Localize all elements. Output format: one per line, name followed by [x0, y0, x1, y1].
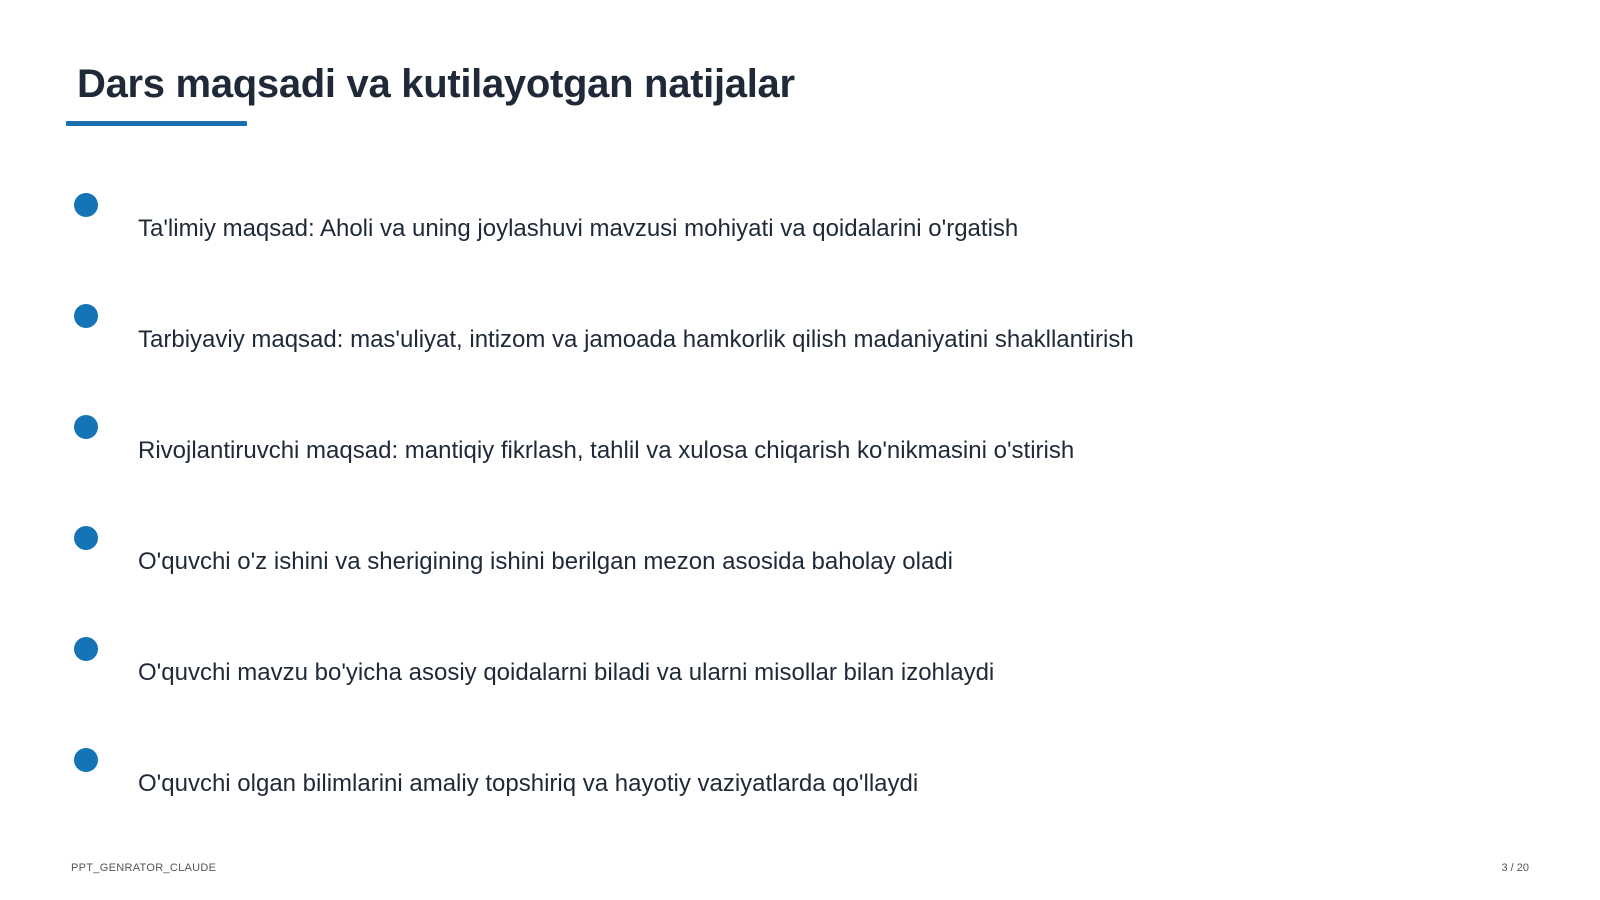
list-item: [0, 193, 1600, 253]
bullet-text: O'quvchi olgan bilimlarini amaliy topshiriq va hayotiy vaziyatlarda qo'llaydi: [138, 770, 919, 797]
list-item: [0, 415, 1600, 475]
bullet-dot-icon: [74, 304, 98, 328]
bullet-dot-icon: [74, 415, 98, 439]
bullet-text: Rivojlantiruvchi maqsad: mantiqiy fikrlash, tahlil va xulosa chiqarish ko'nikmasini o'stirish: [138, 437, 1075, 464]
footer-label: PPT_GENRATOR_CLAUDE: [71, 862, 217, 874]
bullet-text: O'quvchi mavzu bo'yicha asosiy qoidalarni biladi va ularni misollar bilan izohlaydi: [138, 659, 995, 686]
slide-title: Dars maqsadi va kutilayotgan natijalar: [77, 62, 795, 106]
bullet-text: Tarbiyaviy maqsad: mas'uliyat, intizom va jamoada hamkorlik qilish madaniyatini shakllantirish: [138, 326, 1134, 353]
list-item: [0, 304, 1600, 364]
bullet-dot-icon: [74, 193, 98, 217]
list-item: [0, 637, 1600, 697]
bullet-dot-icon: [74, 748, 98, 772]
list-item: [0, 526, 1600, 586]
bullet-dot-icon: [74, 637, 98, 661]
bullet-text: O'quvchi o'z ishini va sherigining ishini berilgan mezon asosida baholay oladi: [138, 548, 953, 575]
page-indicator: 3 / 20: [1501, 862, 1529, 874]
bullet-text: Ta'limiy maqsad: Aholi va uning joylashuvi mavzusi mohiyati va qoidalarini o'rgatish: [138, 215, 1019, 242]
list-item: [0, 748, 1600, 808]
bullet-dot-icon: [74, 526, 98, 550]
